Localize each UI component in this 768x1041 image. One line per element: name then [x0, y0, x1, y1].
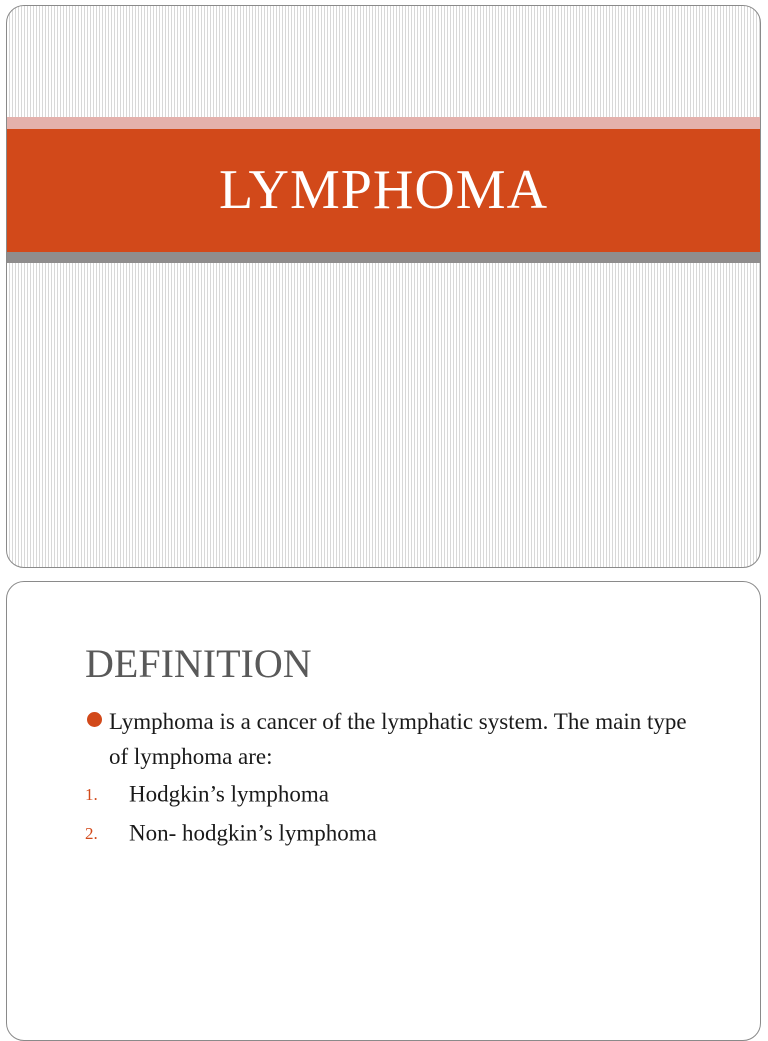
title-band-highlight [7, 117, 760, 129]
slide-heading: DEFINITION [85, 641, 312, 686]
title-band-shadow [7, 252, 760, 263]
title-slide [6, 5, 761, 568]
slide-title: LYMPHOMA [218, 159, 549, 221]
list-label: Non- hodgkin’s lymphoma [129, 820, 377, 846]
list-number: 2. [85, 823, 98, 843]
list-number: 1. [85, 784, 98, 804]
list-item [85, 780, 329, 808]
list-item [85, 819, 377, 847]
definition-bullet-text: Lymphoma is a cancer of the lymphatic system. The main type of lymphoma are: [109, 709, 687, 769]
definition-slide [6, 581, 761, 1041]
bullet-icon [87, 712, 102, 727]
list-label: Hodgkin’s lymphoma [129, 781, 329, 807]
